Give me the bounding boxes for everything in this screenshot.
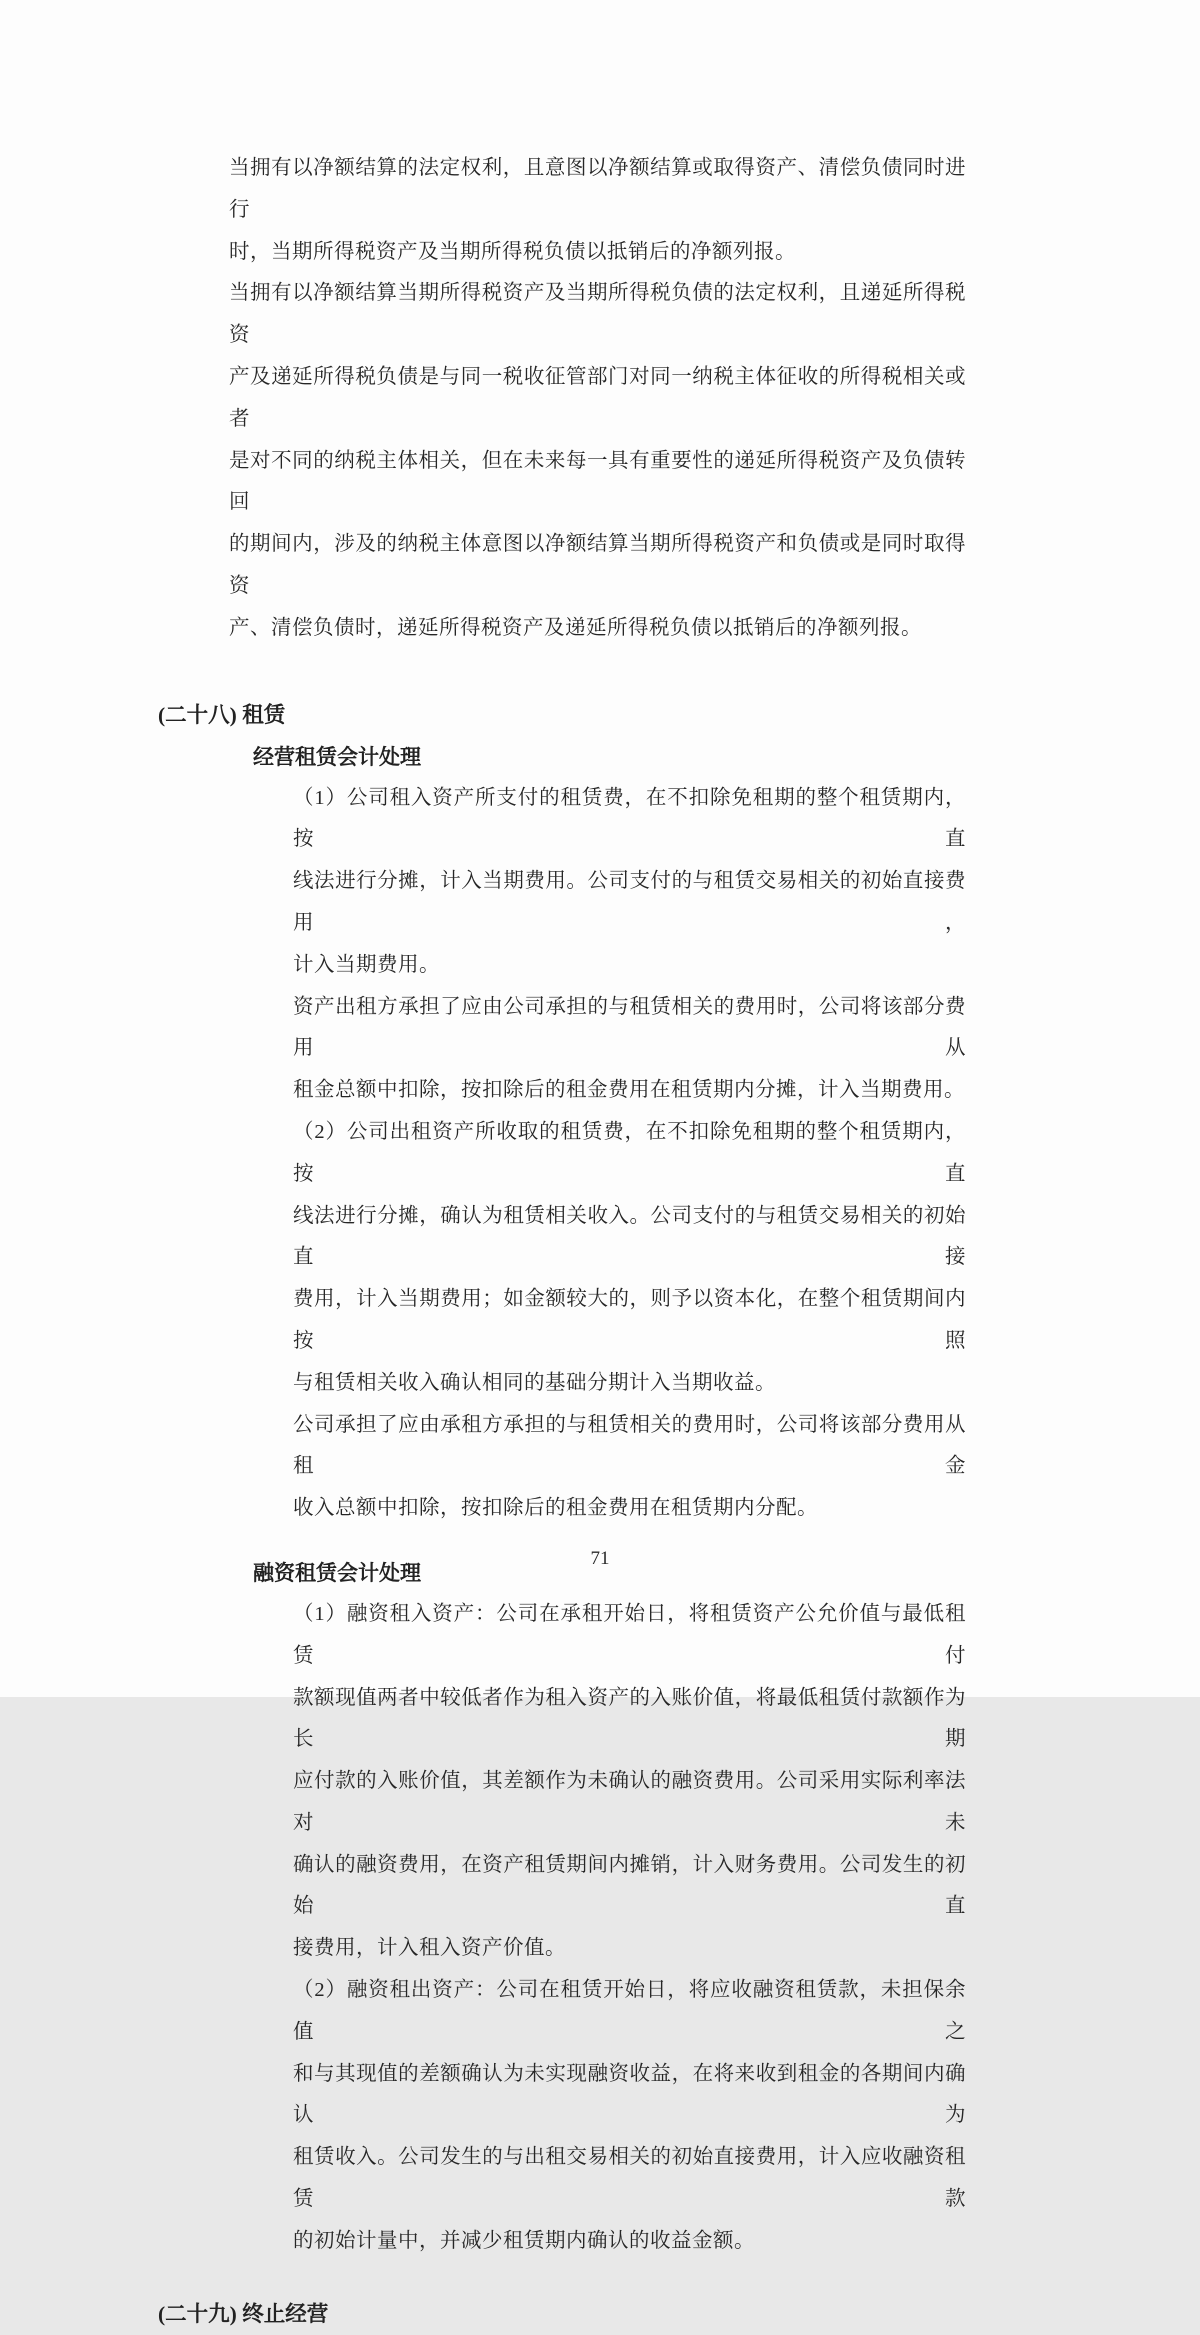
paragraph-line: 的期间内，涉及的纳税主体意图以净额结算当期所得税资产和负债或是同时取得资 bbox=[229, 533, 966, 597]
paragraph-line: 款额现值两者中较低者作为租入资产的入账价值，将最低租赁付款额作为长期 bbox=[293, 1686, 966, 1751]
paragraph-line: 确认的融资费用，在资产租赁期间内摊销，计入财务费用。公司发生的初始直 bbox=[293, 1853, 966, 1918]
paragraph-line: 产、清偿负债时，递延所得税资产及递延所得税负债以抵销后的净额列报。 bbox=[229, 616, 922, 639]
paragraph-operating-lease-1 bbox=[293, 778, 966, 987]
paragraph-line: 线法进行分摊，确认为租赁相关收入。公司支付的与租赁交易相关的初始直接 bbox=[293, 1204, 966, 1269]
paragraph-line: 当拥有以净额结算的法定权利，且意图以净额结算或取得资产、清偿负债同时进行 bbox=[229, 157, 966, 221]
paragraph-lessor-borne-fees bbox=[293, 987, 966, 1112]
paragraph-line: 计入当期费用。 bbox=[293, 953, 440, 976]
paragraph-line: 接费用，计入租入资产价值。 bbox=[293, 1937, 566, 1960]
paragraph-line: 公司承担了应由承租方承担的与租赁相关的费用时，公司将该部分费用从租金 bbox=[293, 1413, 966, 1478]
paragraph-line: 租赁收入。公司发生的与出租交易相关的初始直接费用，计入应收融资租赁款 bbox=[293, 2146, 966, 2211]
sub-heading-operating-lease: 经营租赁会计处理 bbox=[253, 744, 421, 769]
paragraph-deferred-tax-offset bbox=[229, 273, 966, 649]
paragraph-line: 与租赁相关收入确认相同的基础分期计入当期收益。 bbox=[293, 1371, 776, 1394]
paragraph-operating-lease-2 bbox=[293, 1112, 966, 1405]
paragraph-line: （1）公司租入资产所支付的租赁费，在不扣除免租期的整个租赁期内，按直 bbox=[293, 786, 966, 851]
paragraph-lessee-borne-fees bbox=[293, 1405, 966, 1530]
section-heading-28-lease: (二十八) 租赁 bbox=[158, 702, 286, 727]
paragraph-line: 当拥有以净额结算当期所得税资产及当期所得税负债的法定权利，且递延所得税资 bbox=[229, 282, 966, 347]
section-heading-29-discontinued: (二十九) 终止经营 bbox=[158, 2301, 329, 2326]
paragraph-line: （1）融资租入资产：公司在承租开始日，将租赁资产公允价值与最低租赁付 bbox=[293, 1602, 966, 1667]
paragraph-line: 应付款的入账价值，其差额作为未确认的融资费用。公司采用实际利率法对未 bbox=[293, 1770, 966, 1834]
paragraph-tax-net-settlement bbox=[229, 148, 966, 273]
paragraph-line: 和与其现值的差额确认为未实现融资收益，在将来收到租金的各期间内确认为 bbox=[293, 2062, 966, 2127]
paragraph-line: 是对不同的纳税主体相关，但在未来每一具有重要性的递延所得税资产及负债转回 bbox=[229, 449, 966, 514]
sub-heading-finance-lease: 融资租赁会计处理 bbox=[253, 1560, 421, 1585]
paragraph-line: （2）融资租出资产：公司在租赁开始日，将应收融资租赁款，未担保余值之 bbox=[293, 1979, 966, 2043]
page-number: 71 bbox=[590, 1548, 610, 1569]
paragraph-line: 租金总额中扣除，按扣除后的租金费用在租赁期内分摊，计入当期费用。 bbox=[293, 1079, 965, 1102]
paragraph-line: （2）公司出租资产所收取的租赁费，在不扣除免租期的整个租赁期内，按直 bbox=[293, 1120, 966, 1185]
paragraph-line: 收入总额中扣除，按扣除后的租金费用在租赁期内分配。 bbox=[293, 1497, 818, 1520]
paragraph-line: 产及递延所得税负债是与同一税收征管部门对同一纳税主体征收的所得税相关或者 bbox=[229, 365, 966, 430]
paragraph-finance-lease-2 bbox=[293, 1970, 966, 2263]
paragraph-line: 资产出租方承担了应由公司承担的与租赁相关的费用时，公司将该部分费用从 bbox=[293, 995, 966, 1060]
paragraph-finance-lease-1 bbox=[293, 1594, 966, 1970]
paragraph-line: 时，当期所得税资产及当期所得税负债以抵销后的净额列报。 bbox=[229, 240, 796, 263]
paragraph-line: 线法进行分摊，计入当期费用。公司支付的与租赁交易相关的初始直接费用， bbox=[293, 870, 966, 934]
paragraph-line: 费用，计入当期费用；如金额较大的，则予以资本化，在整个租赁期间内按照 bbox=[293, 1288, 966, 1352]
paragraph-line: 的初始计量中，并减少租赁期内确认的收益金额。 bbox=[293, 2229, 755, 2252]
document-body bbox=[0, 148, 1200, 2335]
